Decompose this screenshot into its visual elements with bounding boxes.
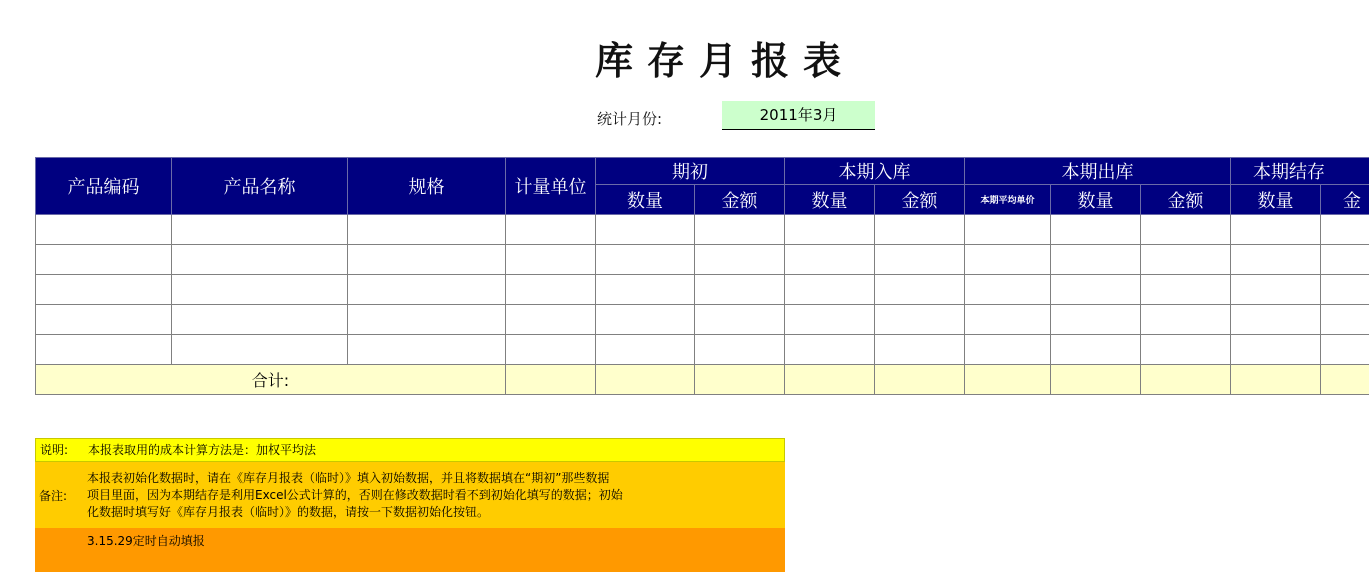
cell[interactable]: [875, 365, 965, 395]
explain-key: 说明:: [40, 443, 69, 457]
cell[interactable]: [875, 245, 965, 275]
cell[interactable]: [785, 335, 875, 365]
subheader-outbound-qty: 数量: [1051, 185, 1141, 215]
remark-line: 项目里面，因为本期结存是利用Excel公式计算的，否则在修改数据时看不到初始化填写的数据；初始: [87, 487, 623, 502]
cell[interactable]: [1231, 275, 1321, 305]
cell[interactable]: [695, 275, 785, 305]
month-input[interactable]: 2011年3月: [722, 101, 875, 130]
subheader-closing-qty: 数量: [1231, 185, 1321, 215]
page-title: 库存月报表: [594, 38, 855, 83]
table-row: [36, 275, 1369, 305]
cell[interactable]: [1231, 305, 1321, 335]
cell[interactable]: [1051, 335, 1141, 365]
cell[interactable]: [348, 245, 506, 275]
cell[interactable]: [695, 245, 785, 275]
cell[interactable]: [506, 215, 596, 245]
table-row: [36, 215, 1369, 245]
cell[interactable]: [172, 275, 348, 305]
cell[interactable]: [785, 245, 875, 275]
cell[interactable]: [695, 215, 785, 245]
cell[interactable]: [1321, 305, 1369, 335]
cell[interactable]: [695, 305, 785, 335]
cell[interactable]: [785, 215, 875, 245]
cell[interactable]: [965, 245, 1051, 275]
cell[interactable]: [965, 275, 1051, 305]
cell[interactable]: [785, 305, 875, 335]
cell[interactable]: [965, 335, 1051, 365]
remark-line: 本报表初始化数据时，请在《库存月报表（临时）》填入初始数据，并且将数据填在“期初”那些数据: [87, 470, 610, 485]
explain-text: 本报表取用的成本计算方法是：加权平均法: [88, 443, 317, 457]
cell[interactable]: [36, 275, 172, 305]
remark-key: 备注:: [39, 488, 68, 503]
cell[interactable]: [36, 335, 172, 365]
header-outbound: 本期出库: [965, 158, 1231, 185]
subheader-inbound-qty: 数量: [785, 185, 875, 215]
cell[interactable]: [875, 275, 965, 305]
cell[interactable]: [875, 215, 965, 245]
cell[interactable]: [36, 245, 172, 275]
cell[interactable]: [596, 215, 695, 245]
remark-line: 化数据时填写好《库存月报表（临时）》的数据，请按一下数据初始化按钮。: [87, 504, 490, 519]
header-closing: 本期结存: [1231, 158, 1369, 185]
inventory-table: [35, 157, 1369, 395]
cell[interactable]: [348, 215, 506, 245]
cell[interactable]: [1051, 365, 1141, 395]
cell[interactable]: [1051, 305, 1141, 335]
cell[interactable]: [785, 275, 875, 305]
header-spec: 规格: [348, 158, 506, 215]
table-row: [36, 335, 1369, 365]
cell[interactable]: [1321, 245, 1369, 275]
cell[interactable]: [506, 365, 596, 395]
subheader-avg-price: 本期平均单价: [965, 185, 1051, 215]
cell[interactable]: [1141, 275, 1231, 305]
cell[interactable]: [596, 245, 695, 275]
cell[interactable]: [875, 335, 965, 365]
subheader-closing-amount: 金: [1321, 185, 1369, 215]
cell[interactable]: [506, 245, 596, 275]
subheader-outbound-amount: 金额: [1141, 185, 1231, 215]
cell[interactable]: [596, 335, 695, 365]
cell[interactable]: [1141, 365, 1231, 395]
cell[interactable]: [1051, 275, 1141, 305]
footer-text: 3.15.29定时自动填报: [87, 534, 205, 548]
cell[interactable]: [348, 335, 506, 365]
month-label: 统计月份:: [597, 110, 663, 128]
cell[interactable]: [172, 335, 348, 365]
cell[interactable]: [1051, 245, 1141, 275]
cell[interactable]: [172, 305, 348, 335]
cell[interactable]: [1231, 335, 1321, 365]
notes-panel: [35, 438, 785, 572]
table-row: [36, 305, 1369, 335]
cell[interactable]: [1321, 275, 1369, 305]
explain-note: [35, 438, 785, 462]
cell[interactable]: [695, 365, 785, 395]
cell[interactable]: [36, 215, 172, 245]
cell[interactable]: [1321, 335, 1369, 365]
subheader-opening-amount: 金额: [695, 185, 785, 215]
total-label: 合计:: [36, 365, 506, 395]
cell[interactable]: [1141, 335, 1231, 365]
table-row: [36, 245, 1369, 275]
header-opening: 期初: [596, 158, 785, 185]
remark-note: [35, 462, 785, 528]
header-unit: 计量单位: [506, 158, 596, 215]
subheader-inbound-amount: 金额: [875, 185, 965, 215]
footer-note: [35, 528, 785, 572]
cell[interactable]: [1141, 305, 1231, 335]
cell[interactable]: [1231, 215, 1321, 245]
header-product-code: 产品编码: [36, 158, 172, 215]
cell[interactable]: [785, 365, 875, 395]
cell[interactable]: [965, 305, 1051, 335]
total-row: [36, 365, 1369, 395]
cell[interactable]: [1141, 245, 1231, 275]
cell[interactable]: [1141, 215, 1231, 245]
cell[interactable]: [965, 215, 1051, 245]
cell[interactable]: [348, 305, 506, 335]
cell[interactable]: [596, 305, 695, 335]
cell[interactable]: [1321, 215, 1369, 245]
cell[interactable]: [506, 275, 596, 305]
cell[interactable]: [596, 275, 695, 305]
cell[interactable]: [875, 305, 965, 335]
cell[interactable]: [172, 215, 348, 245]
cell[interactable]: [1051, 215, 1141, 245]
cell[interactable]: [172, 245, 348, 275]
cell[interactable]: [506, 305, 596, 335]
cell[interactable]: [348, 275, 506, 305]
cell[interactable]: [506, 335, 596, 365]
header-inbound: 本期入库: [785, 158, 965, 185]
cell[interactable]: [596, 365, 695, 395]
header-product-name: 产品名称: [172, 158, 348, 215]
cell[interactable]: [695, 335, 785, 365]
cell[interactable]: [1231, 365, 1321, 395]
cell[interactable]: [36, 305, 172, 335]
cell[interactable]: [1321, 365, 1369, 395]
cell[interactable]: [965, 365, 1051, 395]
subheader-opening-qty: 数量: [596, 185, 695, 215]
cell[interactable]: [1231, 245, 1321, 275]
